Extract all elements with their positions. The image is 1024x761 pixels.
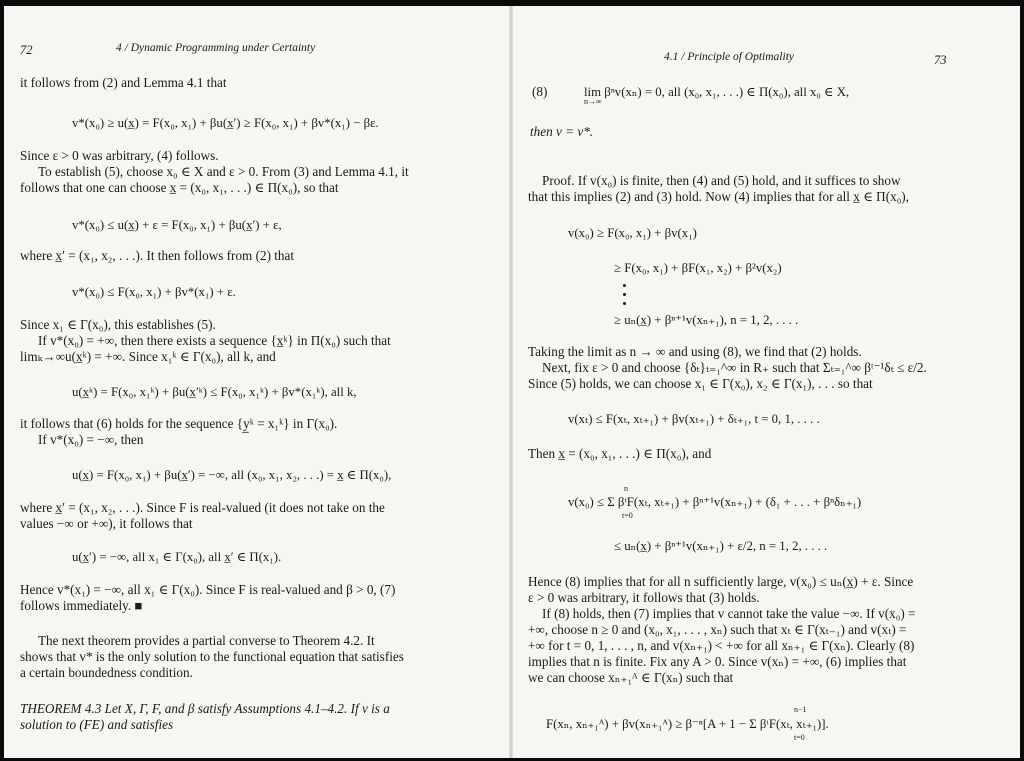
display-equation: v(x₀) ≥ F(x₀, x₁) + βv(x₁) [568, 226, 697, 240]
vertical-ellipsis [623, 293, 626, 296]
text-line: follows immediately. ■ [20, 598, 143, 613]
text-line: where x̲′ = (x₁, x₂, . . .). It then follows from (2) that [20, 248, 295, 263]
left-page [4, 6, 511, 758]
equation-label: (8) [532, 84, 548, 99]
text-line: Since x₁ ∈ Γ(x₀), this establishes (5). [20, 317, 216, 332]
text-line: Then x̲ = (x₀, x₁, . . .) ∈ Π(x₀), and [528, 446, 712, 461]
sum-upper-limit: n [624, 484, 628, 493]
text-line: ε > 0 was arbitrary, it follows that (3) holds. [528, 590, 760, 605]
text-line: we can choose xₙ₊₁ᴬ ∈ Γ(xₙ) such that [528, 670, 734, 685]
text-line: Hence (8) implies that for all n sufficiently large, v(x₀) ≤ uₙ(x̲) + ε. Since [528, 574, 914, 589]
running-head: 4.1 / Principle of Optimality [664, 51, 794, 63]
display-equation: v*(x₀) ≤ u(x̲) + ε = F(x₀, x₁) + βu(x̲′) + ε, [72, 218, 282, 232]
right-page [512, 6, 1020, 758]
display-equation: ≤ uₙ(x̲) + βⁿ⁺¹v(xₙ₊₁) + ε/2, n = 1, 2, . . . . [614, 539, 828, 553]
limit-subscript: n→∞ [584, 97, 602, 106]
text-line: it follows that (6) holds for the sequence {y̲ᵏ = x₁ᵏ} in Γ(x₀). [20, 416, 338, 431]
sum-lower-limit: t=0 [622, 511, 633, 520]
text-line: Next, fix ε > 0 and choose {δₜ}ₜ₌₁^∞ in R₊ such that Σₜ₌₁^∞ βᵗ⁻¹δₜ ≤ ε/2. [542, 360, 927, 375]
display-equation: u(x̲′) = −∞, all x₁ ∈ Γ(x₀), all x̲′ ∈ Π(x₁). [72, 550, 282, 564]
text-line: If v*(x₀) = −∞, then [38, 432, 144, 447]
text-line: If (8) holds, then (7) implies that v cannot take the value −∞. If v(x₀) = [542, 606, 916, 621]
theorem-statement: then v = v*. [530, 124, 594, 139]
text-line: implies that n is finite. Fix any A > 0. Since v(xₙ) = +∞, (6) implies that [528, 654, 907, 669]
page-number: 72 [20, 43, 33, 57]
sum-upper-limit: n−1 [794, 705, 807, 714]
display-equation: v*(x₀) ≥ u(x̲) = F(x₀, x₁) + βu(x̲′) ≥ F(x₀, x₁) + βv*(x₁) − βε. [72, 116, 379, 130]
page-number: 73 [934, 53, 947, 67]
text-line: +∞, choose n ≥ 0 and (x₀, x₁, . . . , xₙ) such that xₜ ∈ Γ(xₜ₋₁) and v(xₜ) = [528, 622, 907, 637]
text-line: Taking the limit as n → ∞ and using (8), we find that (2) holds. [528, 344, 862, 359]
display-equation: v(x₀) ≤ Σ βᵗF(xₜ, xₜ₊₁) + βⁿ⁺¹v(xₙ₊₁) + (δ₁ + . . . + βⁿδₙ₊₁) [568, 495, 862, 509]
text-line: a certain boundedness condition. [20, 665, 193, 680]
text-line: Proof. If v(x₀) is finite, then (4) and (5) hold, and it suffices to show [542, 173, 901, 188]
text-line: limₖ→∞u(x̲ᵏ) = +∞. Since x₁ᵏ ∈ Γ(x₀), all k, and [20, 349, 276, 364]
text-line: values −∞ or +∞), it follows that [20, 516, 193, 531]
display-equation: ≥ F(x₀, x₁) + βF(x₁, x₂) + β²v(x₂) [614, 261, 782, 275]
text-line: Hence v*(x₁) = −∞, all x₁ ∈ Γ(x₀). Since F is real-valued and β > 0, (7) [20, 582, 396, 597]
text-line: +∞ for t = 0, 1, . . . , n, and v(xₙ₊₁) < +∞ for all xₙ₊₁ ∈ Γ(xₙ). Clearly (8) [528, 638, 915, 653]
text-line: shows that v* is the only solution to the functional equation that satisfies [20, 649, 404, 664]
vertical-ellipsis [623, 302, 626, 305]
text-line: If v*(x₀) = +∞, then there exists a sequence {x̲ᵏ} in Π(x₀) such that [38, 333, 391, 348]
theorem-statement: solution to (FE) and satisfies [20, 717, 174, 732]
display-equation: u(x̲ᵏ) = F(x₀, x₁ᵏ) + βu(x̲′ᵏ) ≤ F(x₀, x₁ᵏ) + βv*(x₁ᵏ), all k, [72, 385, 357, 399]
display-equation: v(xₜ) ≤ F(xₜ, xₜ₊₁) + βv(xₜ₊₁) + δₜ₊₁, t = 0, 1, . . . . [568, 412, 820, 426]
display-equation: v*(x₀) ≤ F(x₀, x₁) + βv*(x₁) + ε. [72, 285, 236, 299]
display-equation: F(xₙ, xₙ₊₁ᴬ) + βv(xₙ₊₁ᴬ) ≥ β⁻ⁿ[A + 1 − Σ βᵗF(xₜ, xₜ₊₁)]. [546, 717, 829, 731]
text-line: To establish (5), choose x₀ ∈ X and ε > 0. From (3) and Lemma 4.1, it [38, 164, 409, 179]
text-line: The next theorem provides a partial converse to Theorem 4.2. It [38, 633, 375, 648]
theorem-statement: THEOREM 4.3 Let X, Γ, F, and β satisfy Assumptions 4.1–4.2. If v is a [20, 701, 390, 716]
text-line: Since (5) holds, we can choose x₁ ∈ Γ(x₀), x₂ ∈ Γ(x₁), . . . so that [528, 376, 873, 391]
text-line: Since ε > 0 was arbitrary, (4) follows. [20, 148, 219, 163]
text-line: it follows from (2) and Lemma 4.1 that [20, 75, 227, 90]
text-line: that this implies (2) and (3) hold. Now (4) implies that for all x̲ ∈ Π(x₀), [528, 189, 909, 204]
display-equation: lim βⁿv(xₙ) = 0, all (x₀, x₁, . . .) ∈ Π(x₀), all x₀ ∈ X, [584, 85, 850, 99]
display-equation: u(x̲) = F(x₀, x₁) + βu(x̲′) = −∞, all (x₀, x₁, x₂, . . .) = x̲ ∈ Π(x₀), [72, 468, 392, 482]
sum-lower-limit: t=0 [794, 733, 805, 742]
vertical-ellipsis [623, 284, 626, 287]
text-line: where x̲′ = (x₁, x₂, . . .). Since F is real-valued (it does not take on the [20, 500, 385, 515]
display-equation: ≥ uₙ(x̲) + βⁿ⁺¹v(xₙ₊₁), n = 1, 2, . . . . [614, 313, 799, 327]
book-spread [4, 6, 1020, 758]
text-line: follows that one can choose x̲ = (x₀, x₁, . . .) ∈ Π(x₀), so that [20, 180, 339, 195]
running-head: 4 / Dynamic Programming under Certainty [116, 42, 316, 54]
